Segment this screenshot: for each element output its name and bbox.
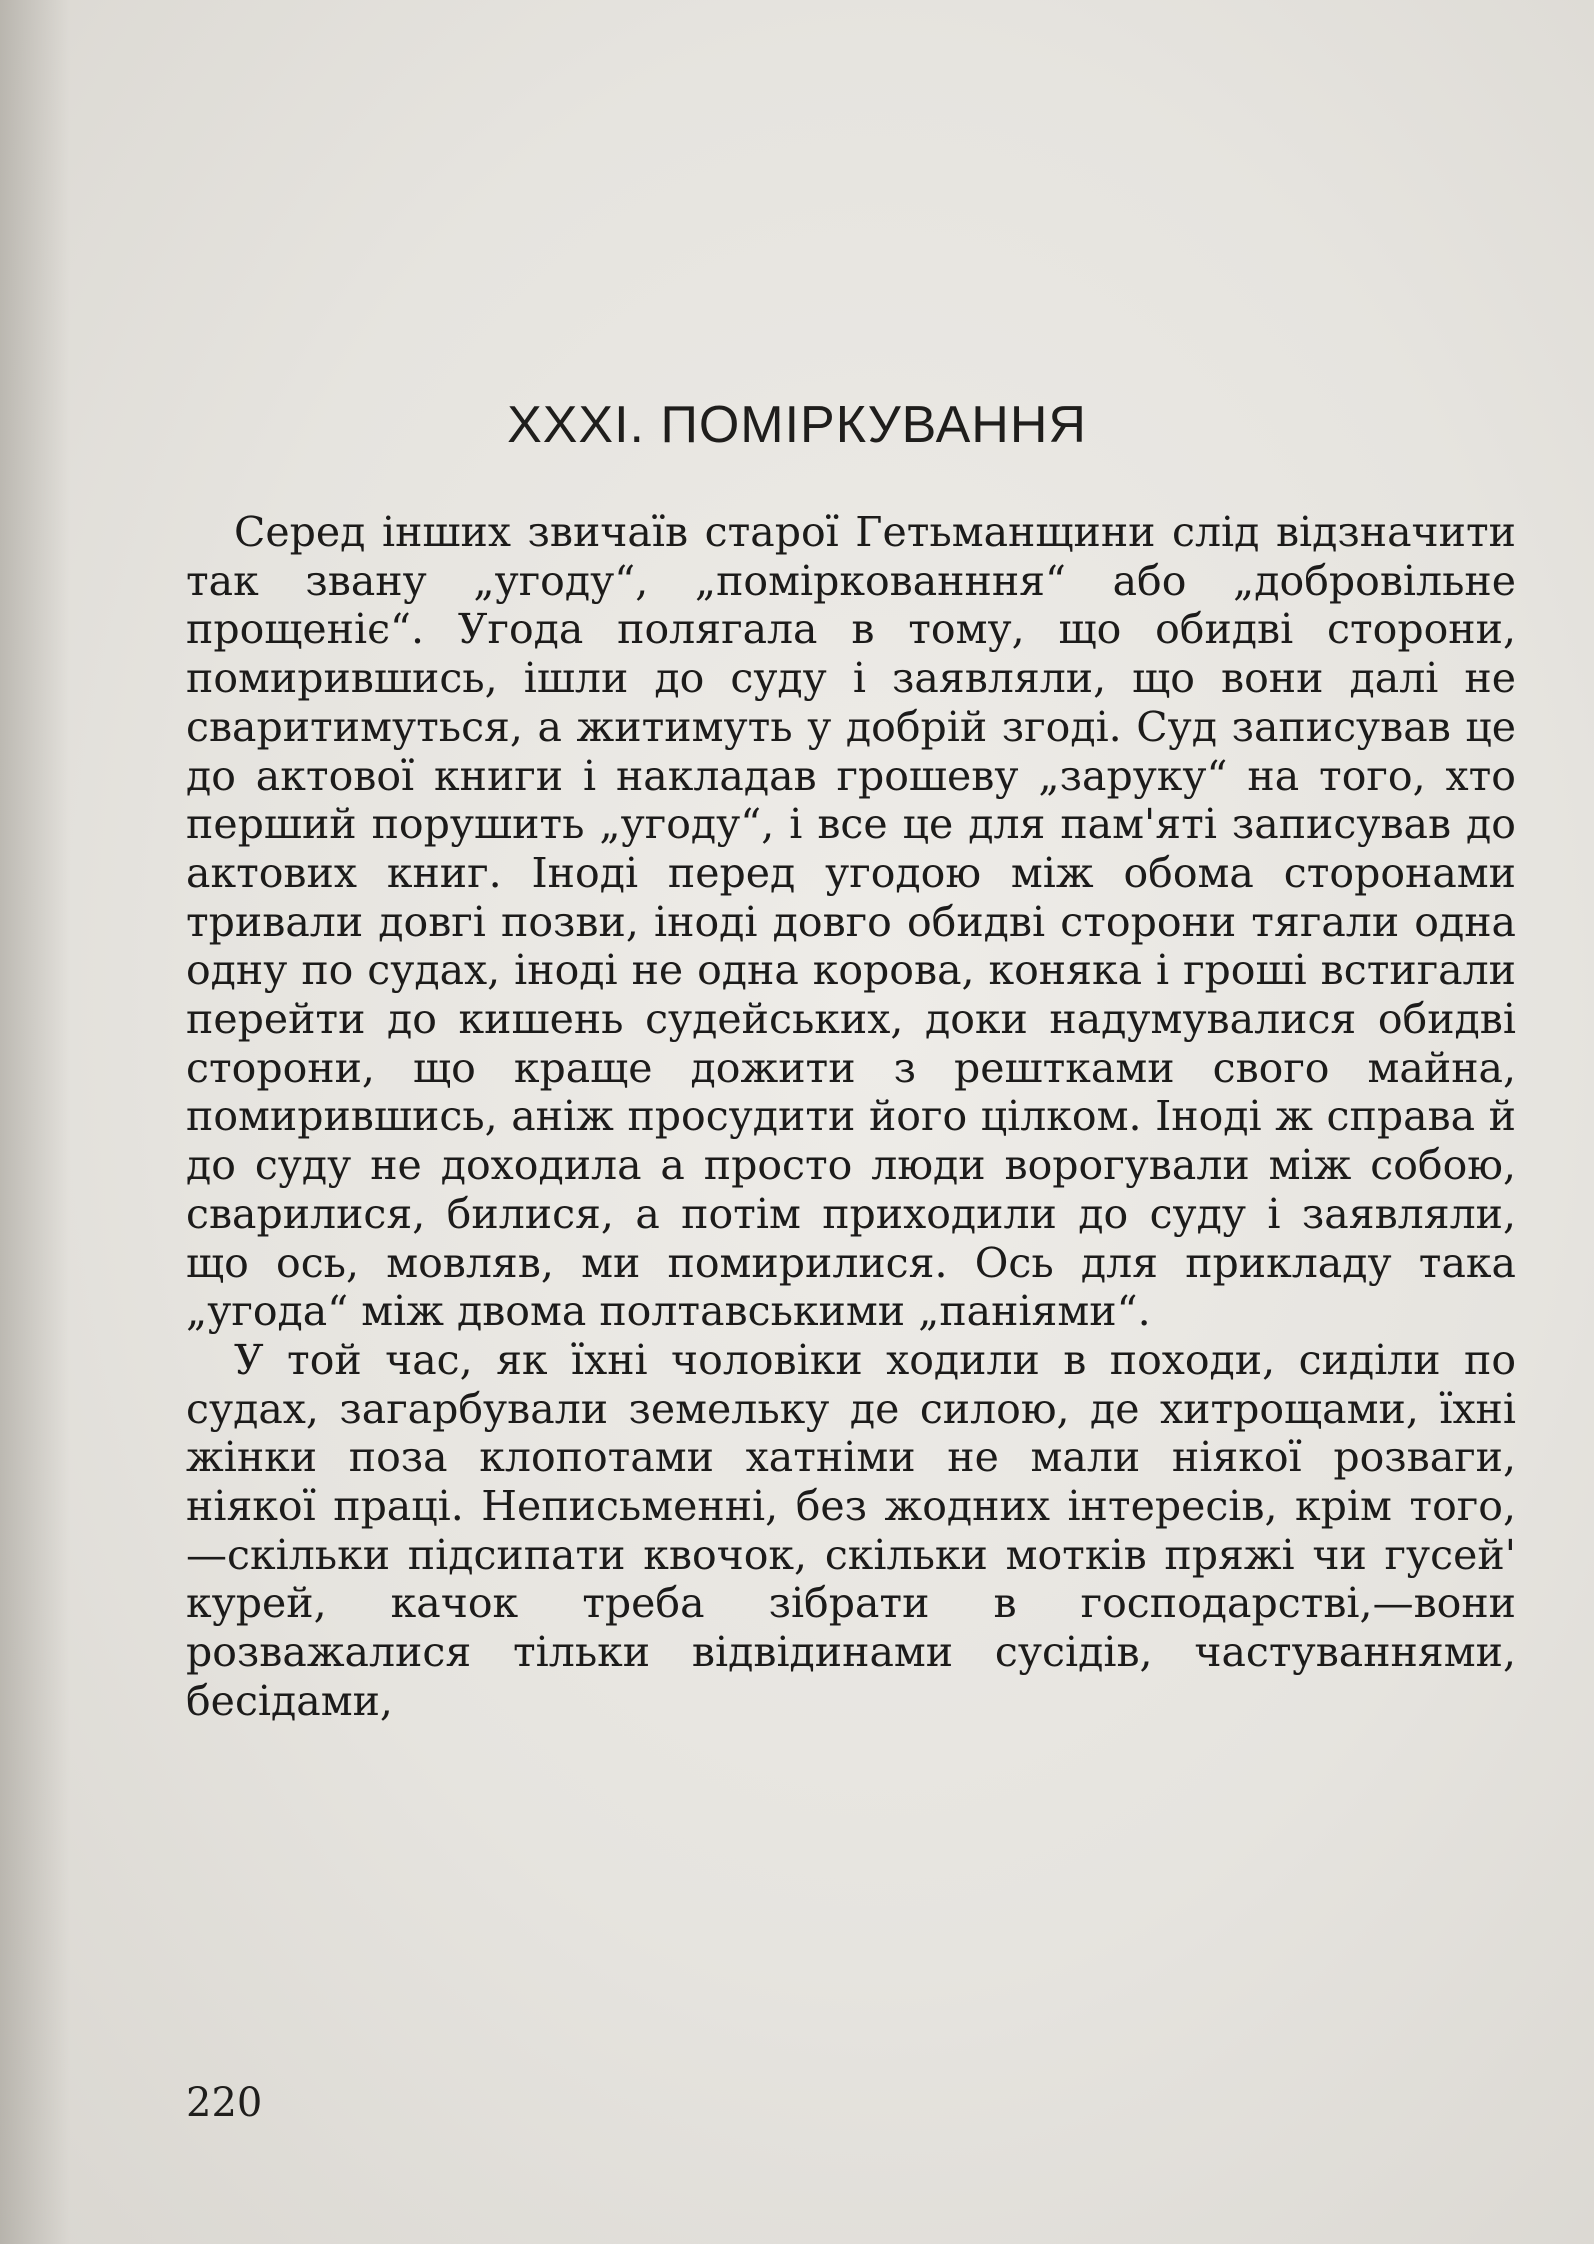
chapter-title: XXXI. ПОМІРКУВАННЯ: [507, 396, 1087, 454]
paragraph-2: У той час, як їхні чоловіки ходили в походи, сиділи по судах, загарбували земельку де силою, де хитрощами, їхні жінки поза клопотами хатніми не мали ніякої розваги, ніякої праці. Неписьменні, без жодних інтересів, крім того,—скільки підсипати квочок, скільки мотків пряжі чи гусей' курей, качок треба зібрати в господарстві,—вони розважалися тільки відвідинами сусідів, частуваннями, бесідами,: [186, 1335, 1516, 1725]
page-number: 220: [186, 2080, 263, 2126]
chapter-body: [186, 508, 1516, 1726]
paragraph-1: Серед інших звичаїв старої Гетьманщини слід відзначити так звану „угоду“, „поміркованння“ або „добровільне прощеніє“. Угода полягала в тому, що обидві сторони, помирившись, ішли до суду і заявляли, що вони далі не сваритимуться, а житимуть у добрій згоді. Суд записував це до актової книги і накладав грошеву „заруку“ на того, хто перший порушить „угоду“, і все це для пам'яті записував до актових книг. Іноді перед угодою між обома сторонами тривали довгі позви, іноді довго обидві сторони тягали одна одну по судах, іноді не одна корова, коняка і гроші встигали перейти до кишень судейських, доки надумувалися обидві сторони, що краще дожити з рештками свого майна, помирившись, аніж просудити його цілком. Іноді ж справа й до суду не доходила а просто люди ворогували між собою, сварилися, билися, а потім приходили до суду і заявляли, що ось, мовляв, ми помирилися. Ось для прикладу така „угода“ між двома полтавськими „паніями“.: [186, 508, 1516, 1336]
